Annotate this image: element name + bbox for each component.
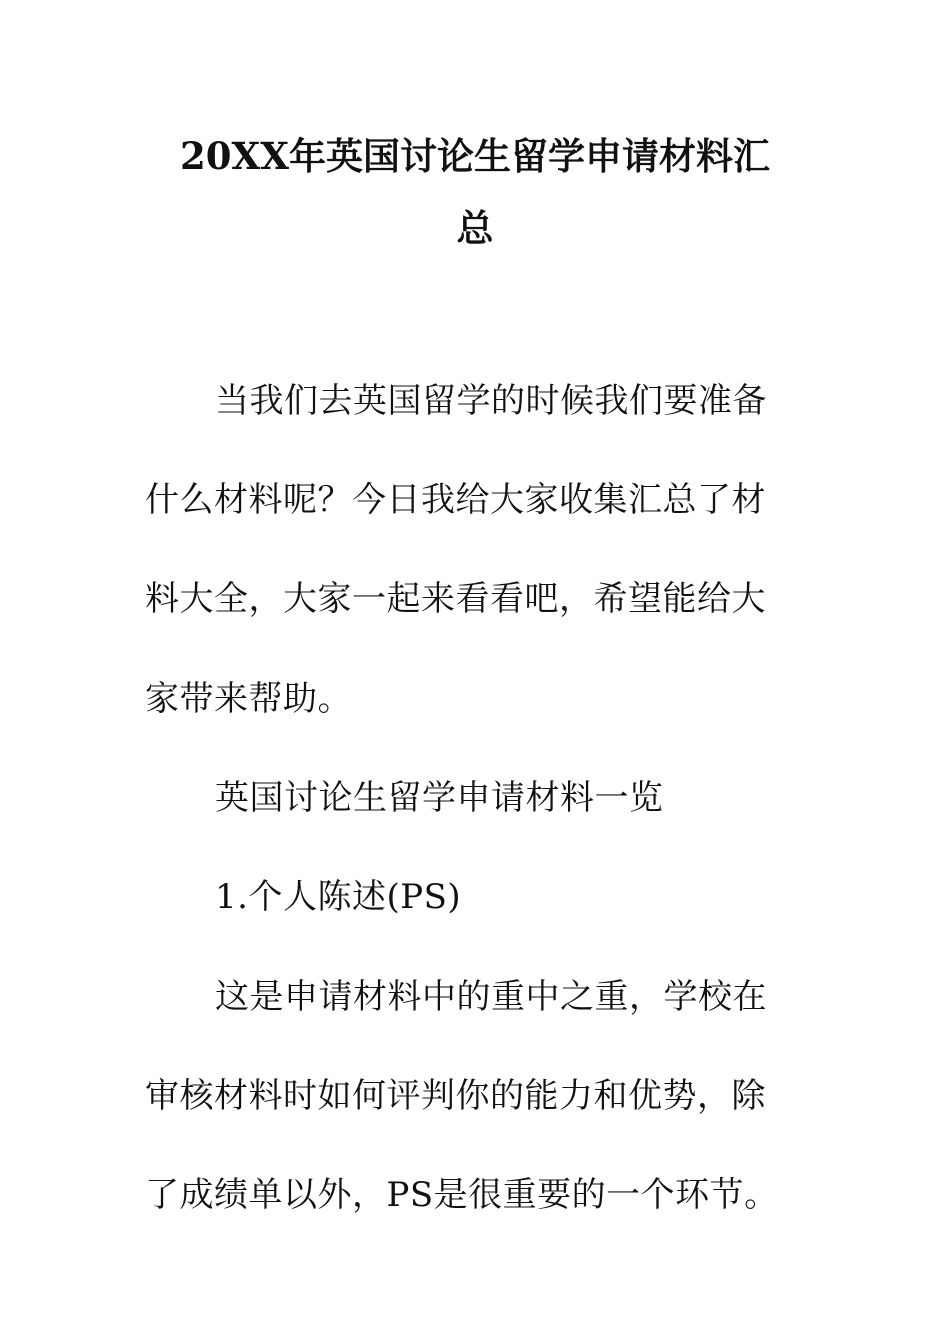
paragraph-line: 家带来帮助。 — [145, 679, 352, 719]
paragraph-line: 审核材料时如何评判你的能力和优势，除 — [145, 1076, 766, 1116]
document-title-line-1: 20XX年英国讨论生留学申请材料汇 — [180, 134, 770, 178]
document-title-line-2: 总 — [456, 206, 494, 250]
paragraph-line: 这是申请材料中的重中之重，学校在 — [215, 977, 767, 1017]
paragraph-line: 什么材料呢？今日我给大家收集汇总了材 — [145, 480, 766, 520]
section-heading: 英国讨论生留学申请材料一览 — [215, 778, 664, 818]
paragraph-line: 料大全，大家一起来看看吧，希望能给大 — [145, 579, 766, 619]
paragraph-line: 当我们去英国留学的时候我们要准备 — [215, 381, 767, 421]
paragraph-line: 了成绩单以外，PS是很重要的一个环节。 — [145, 1175, 779, 1215]
subsection-heading: 1.个人陈述(PS) — [215, 877, 462, 917]
